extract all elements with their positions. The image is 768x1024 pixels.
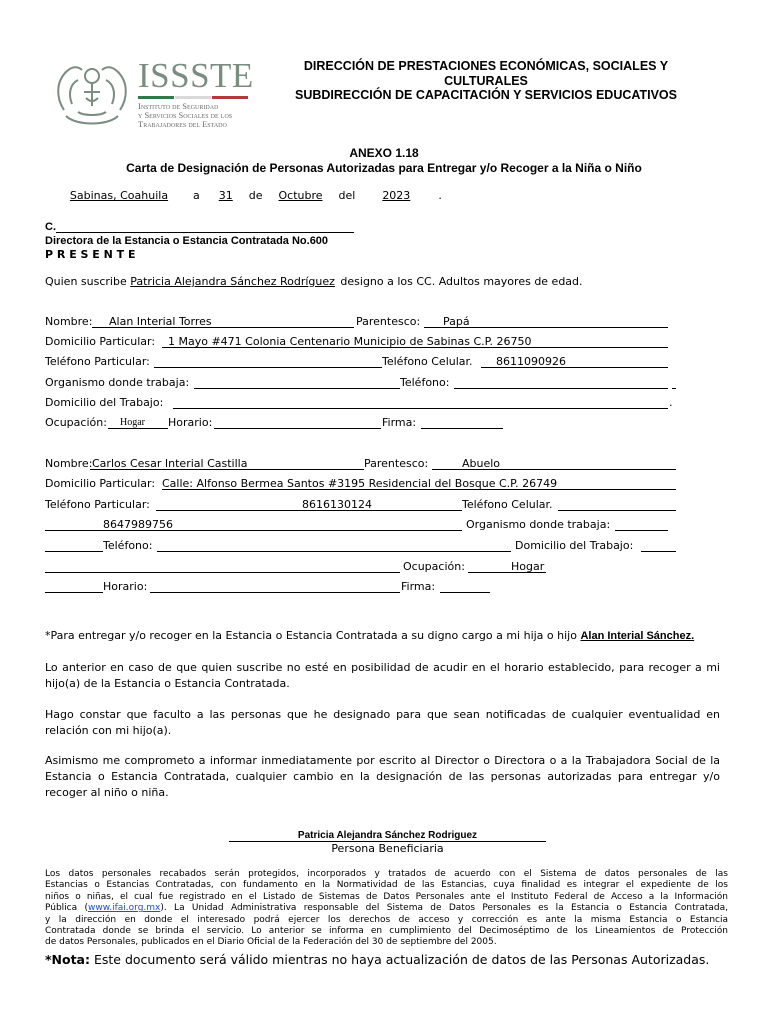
p1-telefono-line bbox=[454, 388, 668, 389]
p1-firma-label: Firma: bbox=[382, 416, 417, 429]
p1-tel-cel-label: Teléfono Celular. bbox=[382, 355, 473, 368]
p1-dom-trabajo-line bbox=[173, 408, 668, 409]
p1-tel-part-line bbox=[154, 367, 382, 368]
child-name: Alan Interial Sánchez. bbox=[580, 630, 695, 642]
paragraph-commitment: Asimismo me comprometo a informar inmediatamente por escrito al Director o Directora o a la Trabajadora Social de la Estancia o Estancia Contratada, cualquier cambio en la designación de las personas autorizadas para entregar y/o recoger al niño o niña. bbox=[45, 754, 720, 799]
p2-horario-line bbox=[150, 592, 400, 593]
date-day: 31 bbox=[218, 189, 233, 202]
issste-logo bbox=[52, 54, 252, 134]
privacy-line-4-prefix: Pública ( bbox=[45, 903, 88, 914]
logo-line-3: Trabajadores del Estado bbox=[138, 119, 227, 129]
p1-ocupacion-line bbox=[108, 428, 168, 429]
signature-role: Persona Beneficiaria bbox=[331, 842, 444, 855]
annex-subtitle: Carta de Designación de Personas Autorizadas para Entregar y/o Recoger a la Niña o Niño bbox=[126, 161, 642, 175]
p2-nombre-label: Nombre: bbox=[45, 457, 93, 470]
p1-firma-line bbox=[421, 428, 503, 429]
p1-telefono-label: Teléfono: bbox=[400, 376, 450, 389]
p1-nombre-label: Nombre: bbox=[45, 315, 93, 328]
p2-firma-line bbox=[440, 592, 490, 593]
p2-tel-part-label: Teléfono Particular: bbox=[45, 498, 150, 511]
p2-parentesco-value: Abuelo bbox=[462, 457, 501, 470]
p1-parentesco-label: Parentesco: bbox=[356, 315, 421, 328]
p1-tel-part-label: Teléfono Particular: bbox=[45, 355, 150, 368]
p1-tel-cel-value: 8611090926 bbox=[496, 355, 566, 368]
paragraph-absence: Lo anterior en caso de que quien suscribe no esté en posibilidad de acudir en el horario establecido, para recoger a mi hijo(a) de la Estancia o Estancia Contratada. bbox=[45, 661, 720, 690]
date-city: Sabinas, Coahuila bbox=[69, 189, 169, 202]
header-block bbox=[280, 59, 692, 103]
p2-domicilio-value: Calle: Alfonso Bermea Santos #3195 Residencial del Bosque C.P. 26749 bbox=[162, 477, 558, 490]
privacy-line-7: de datos Personales, publicados en el Diario Oficial de la Federación del 30 de septiembre del 2005. bbox=[45, 937, 497, 948]
header-line-2: CULTURALES bbox=[444, 73, 528, 88]
date-month: Octubre bbox=[278, 189, 323, 202]
addressee-role: Directora de la Estancia o Estancia Contratada No.600 bbox=[45, 235, 329, 247]
date-year: 2023 bbox=[382, 189, 411, 202]
p1-nombre-value: Alan Interial Torres bbox=[109, 315, 212, 328]
p2-dom-trabajo-line bbox=[641, 551, 676, 552]
privacy-line-1: Los datos personales recabados serán protegidos, incorporados y tratados de acuerdo con el Sistema de datos personales de las bbox=[45, 869, 728, 879]
privacy-line-4-suffix: ). La Unidad Administrativa responsable del Sistema de Datos Personales es la Estancia o Estancia Contratada, bbox=[160, 903, 728, 914]
beneficiary-name: Patricia Alejandra Sánchez Rodríguez bbox=[130, 275, 335, 288]
addressee-c: C. bbox=[45, 221, 56, 233]
p2-ocupacion-line-cont bbox=[45, 592, 103, 593]
addressee-presente: P R E S E N T E bbox=[45, 248, 136, 261]
p2-organismo-label: Organismo donde trabaja: bbox=[466, 518, 611, 531]
date-line bbox=[49, 189, 442, 202]
logo-brand: ISSSTE bbox=[138, 56, 254, 95]
date-del: del bbox=[338, 189, 356, 202]
header-line-1: DIRECCIÓN DE PRESTACIONES ECONÓMICAS, SOCIALES Y bbox=[303, 59, 669, 73]
privacy-line-2: Estancias o Estancias Contratadas, con fundamento en la Normatividad de las Estancias, cuya finalidad es integrar el expediente de los bbox=[45, 880, 728, 891]
privacy-line-6: Contratada donde se brinda el servicio. Lo anterior se informa en cumplimiento del Decimoséptimo de los Lineamientos de Protección bbox=[45, 926, 728, 937]
date-de: de bbox=[248, 189, 263, 202]
p2-nombre-value: Carlos Cesar Interial Castilla bbox=[92, 457, 248, 470]
p1-horario-label: Horario: bbox=[168, 416, 213, 429]
p2-domicilio-label: Domicilio Particular: bbox=[45, 477, 156, 490]
date-a: a bbox=[193, 189, 200, 202]
header-line-3: SUBDIRECCIÓN DE CAPACITACIÓN Y SERVICIOS EDUCATIVOS bbox=[295, 88, 677, 102]
p2-telefono-line bbox=[157, 551, 511, 552]
note-label: *Nota: bbox=[45, 952, 90, 967]
logo-line-1: Instituto de Seguridad bbox=[138, 101, 219, 111]
p2-dom-trabajo-label: Domicilio del Trabajo: bbox=[515, 539, 634, 552]
annex-title: ANEXO 1.18 bbox=[349, 146, 419, 160]
p1-dom-trabajo-label: Domicilio del Trabajo: bbox=[45, 396, 164, 409]
p2-horario-label: Horario: bbox=[103, 580, 148, 593]
privacy-line-3: niños o niñas, el cual fue registrado en el Listado de Sistemas de Datos Personales ante el Instituto Federal de Acceso a la Información bbox=[45, 891, 728, 902]
p1-ocupacion-value: Hogar bbox=[120, 417, 145, 428]
logo-tricolor-bar bbox=[138, 96, 248, 99]
privacy-line-5: y la dirección en donde el interesado podrá ejercer los derechos de acceso y corrección es ante la misma Estancia o Estancia bbox=[45, 914, 728, 925]
date-dot: . bbox=[438, 189, 442, 202]
note-text: Este documento será válido mientras no haya actualización de datos de las Personas Autorizadas. bbox=[90, 952, 710, 967]
intro-prefix: Quien suscribe bbox=[45, 275, 127, 288]
p2-tel-cel-value: 8647989756 bbox=[103, 518, 173, 531]
intro-line bbox=[45, 275, 583, 288]
p2-ocupacion-value: Hogar bbox=[511, 560, 545, 573]
p1-domicilio-value: 1 Mayo #471 Colonia Centenario Municipio de Sabinas C.P. 26750 bbox=[168, 335, 532, 348]
p2-organismo-line-cont bbox=[45, 551, 103, 552]
p1-telefono-tail bbox=[672, 388, 676, 389]
p2-organismo-line bbox=[615, 530, 668, 531]
privacy-line-4 bbox=[45, 903, 728, 914]
p2-ocupacion-label: Ocupación: bbox=[403, 560, 465, 573]
logo-line-2: y Servicios Sociales de los bbox=[138, 110, 233, 120]
p1-ocupacion-label: Ocupación: bbox=[45, 416, 107, 429]
addressee-line bbox=[56, 232, 354, 233]
p2-tel-cel-label: Teléfono Celular. bbox=[462, 498, 553, 511]
p2-telefono-label: Teléfono: bbox=[103, 539, 153, 552]
p1-parentesco-value: Papá bbox=[443, 315, 470, 328]
p1-domicilio-label: Domicilio Particular: bbox=[45, 335, 156, 348]
intro-suffix: designo a los CC. Adultos mayores de edad. bbox=[340, 275, 583, 288]
hands-emblem-icon bbox=[52, 54, 132, 132]
validity-note bbox=[45, 952, 709, 967]
p1-horario-line bbox=[214, 428, 381, 429]
ifai-link[interactable]: www.ifai.org.mx bbox=[87, 903, 161, 914]
p2-tel-cel-line bbox=[558, 510, 676, 511]
p2-firma-label: Firma: bbox=[401, 580, 436, 593]
p2-tel-part-value: 8616130124 bbox=[302, 498, 372, 511]
paragraph-child-prefix: *Para entregar y/o recoger en la Estancia o Estancia Contratada a su digno cargo a mi hija o hijo bbox=[45, 629, 577, 642]
paragraph-notification: Hago constar que faculto a las personas que he designado para que sean notificadas de cualquier eventualidad en relación con mi hijo(a). bbox=[45, 708, 720, 737]
signature-name: Patricia Alejandra Sánchez Rodriguez bbox=[297, 830, 478, 841]
privacy-notice bbox=[45, 869, 728, 949]
p2-dom-trabajo-line-cont bbox=[45, 572, 400, 573]
p1-organismo-line bbox=[194, 388, 400, 389]
p2-parentesco-label: Parentesco: bbox=[364, 457, 429, 470]
p1-organismo-label: Organismo donde trabaja: bbox=[45, 376, 190, 389]
p1-dom-trabajo-dot: . bbox=[669, 396, 673, 409]
paragraph-child bbox=[45, 629, 694, 642]
